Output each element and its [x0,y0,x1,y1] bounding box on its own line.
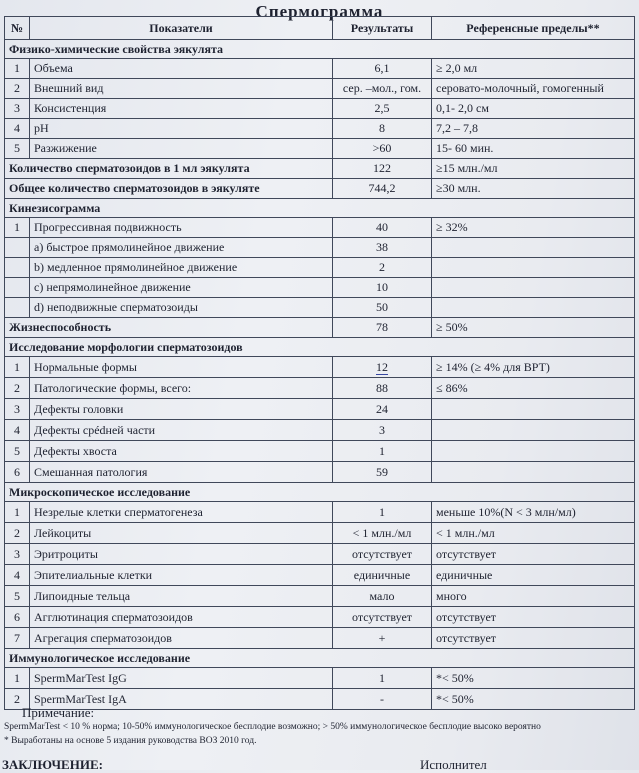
notes-block [4,706,636,748]
row-indicator: Нормальные формы [30,357,333,378]
row-result: мало [333,586,432,607]
row-indicator: Патологические формы, всего: [30,378,333,399]
table-row [5,628,635,649]
row-indicator: Объема [30,59,333,79]
row-reference: ≤ 86% [432,378,635,399]
row-number: 2 [5,689,30,710]
section-immunology: Иммунологическое исследование [5,649,635,668]
row-number: 1 [5,59,30,79]
row-result: 59 [333,462,432,483]
table-row [5,668,635,689]
row-number: 6 [5,462,30,483]
row-result: 50 [333,298,432,318]
section-microscopy: Микроскопическое исследование [5,483,635,502]
row-number: 4 [5,565,30,586]
table-row [5,544,635,565]
table-header-row [5,17,635,40]
header-reference: Референсные пределы** [432,17,635,40]
total-label: Общее количество сперматозоидов в эякуляте [5,179,333,199]
row-result: 2,5 [333,99,432,119]
row-result: + [333,628,432,649]
row-indicator: Эпителиальные клетки [30,565,333,586]
table-row [5,523,635,544]
row-number: 5 [5,441,30,462]
table-row [5,59,635,79]
row-result: 6,1 [333,59,432,79]
count-reference: ≥15 млн./мл [432,159,635,179]
executor-label: Исполнител [420,757,487,772]
row-reference [432,278,635,298]
row-indicator: Агрегация сперматозоидов [30,628,333,649]
report-title: Спермограмма [255,2,384,21]
row-result: 12 [376,359,388,374]
row-result: 1 [333,502,432,523]
row-number: 7 [5,628,30,649]
row-result: 24 [333,399,432,420]
row-indicator: Внешний вид [30,79,333,99]
row-number: 5 [5,139,30,159]
row-reference: отсутствует [432,607,635,628]
row-reference [432,420,635,441]
table-row [5,586,635,607]
row-reference: серовато-молочный, гомогенный [432,79,635,99]
total-reference: ≥30 млн. [432,179,635,199]
table-row [5,238,635,258]
row-reference [432,441,635,462]
row-indicator: Лейкоциты [30,523,333,544]
row-result: 38 [333,238,432,258]
count-row [5,159,635,179]
row-reference: ≥ 2,0 мл [432,59,635,79]
row-indicator: Консистенция [30,99,333,119]
row-result: единичные [333,565,432,586]
row-reference [432,462,635,483]
notes-line-2: * Выработаны на основе 5 издания руководства ВОЗ 2010 год. [4,736,257,746]
row-number: 2 [5,523,30,544]
row-reference [432,298,635,318]
row-indicator: pH [30,119,333,139]
table-row [5,218,635,238]
results-table [4,16,635,710]
row-reference: *< 50% [432,668,635,689]
row-indicator: d) неподвижные сперматозоиды [30,298,333,318]
row-number: 4 [5,420,30,441]
row-reference: 0,1- 2,0 см [432,99,635,119]
table-row [5,462,635,483]
row-number: 1 [5,502,30,523]
row-indicator: Прогрессивная подвижность [30,218,333,238]
table-row [5,119,635,139]
notes-line-1: SpermMarTest < 10 % норма; 10-50% иммунологическое бесплодие возможно; > 50% иммунологическое бесплодие высоко вероятно [4,722,541,732]
row-reference: ≥ 32% [432,218,635,238]
row-indicator: Дефекты срédней части [30,420,333,441]
table-row [5,565,635,586]
total-row [5,179,635,199]
row-reference [432,238,635,258]
table-row [5,420,635,441]
row-result: < 1 млн./мл [333,523,432,544]
row-number: 5 [5,586,30,607]
viability-reference: ≥ 50% [432,318,635,338]
section-kinesis: Кинезисограмма [5,199,635,218]
row-result: сер. –мол., гом. [333,79,432,99]
row-number [5,238,30,258]
row-number: 2 [5,378,30,399]
count-result: 122 [333,159,432,179]
row-result: отсутствует [333,544,432,565]
table-row [5,139,635,159]
row-result: 2 [333,258,432,278]
header-results: Результаты [333,17,432,40]
row-number [5,278,30,298]
row-reference: ≥ 14% (≥ 4% для ВРТ) [432,357,635,378]
row-reference: 7,2 – 7,8 [432,119,635,139]
row-indicator: SpermMarTest IgA [30,689,333,710]
row-indicator: Дефекты головки [30,399,333,420]
row-number: 6 [5,607,30,628]
row-result: 1 [333,668,432,689]
row-indicator: Эритроциты [30,544,333,565]
row-indicator: Незрелые клетки сперматогенеза [30,502,333,523]
table-row [5,258,635,278]
row-indicator: Разжижение [30,139,333,159]
table-row [5,607,635,628]
section-physchem: Физико-химические свойства эякулята [5,40,635,59]
row-number: 1 [5,668,30,689]
row-result: - [333,689,432,710]
row-number: 2 [5,79,30,99]
row-indicator: Дефекты хвоста [30,441,333,462]
header-indicators: Показатели [30,17,333,40]
row-number [5,258,30,278]
count-label: Количество сперматозоидов в 1 мл эякулята [5,159,333,179]
row-indicator: SpermMarTest IgG [30,668,333,689]
row-reference: отсутствует [432,628,635,649]
table-row [5,441,635,462]
table-row [5,79,635,99]
row-number: 4 [5,119,30,139]
table-row [5,99,635,119]
row-result: >60 [333,139,432,159]
row-reference [432,399,635,420]
header-num: № [5,17,30,40]
table-row [5,378,635,399]
row-reference [432,258,635,278]
row-result: 88 [333,378,432,399]
row-reference: 15- 60 мин. [432,139,635,159]
notes-title: Примечание: [22,705,95,720]
row-number: 3 [5,544,30,565]
table-row [5,399,635,420]
row-reference: отсутствует [432,544,635,565]
row-number: 3 [5,99,30,119]
row-reference: < 1 млн./мл [432,523,635,544]
row-reference: много [432,586,635,607]
row-reference: *< 50% [432,689,635,710]
row-indicator: Липоидные тельца [30,586,333,607]
table-row [5,278,635,298]
row-result: 40 [333,218,432,238]
row-indicator: c) непрямолинейное движение [30,278,333,298]
total-result: 744,2 [333,179,432,199]
row-result: 1 [333,441,432,462]
row-number: 1 [5,218,30,238]
row-number: 1 [5,357,30,378]
table-row [5,502,635,523]
table-row [5,298,635,318]
row-indicator: Смешанная патология [30,462,333,483]
conclusion-label: ЗАКЛЮЧЕНИЕ: [2,757,103,772]
section-morphology: Исследование морфологии сперматозоидов [5,338,635,357]
row-reference: единичные [432,565,635,586]
row-indicator: Агглютинация сперматозоидов [30,607,333,628]
row-number [5,298,30,318]
row-indicator: b) медленное прямолинейное движение [30,258,333,278]
viability-result: 78 [333,318,432,338]
row-indicator: a) быстрое прямолинейное движение [30,238,333,258]
row-number: 3 [5,399,30,420]
row-result: отсутствует [333,607,432,628]
row-result: 8 [333,119,432,139]
row-result: 10 [333,278,432,298]
viability-label: Жизнеспособность [5,318,333,338]
table-row [5,357,635,378]
row-reference: меньше 10%(N < 3 млн/мл) [432,502,635,523]
row-result: 3 [333,420,432,441]
viability-row [5,318,635,338]
